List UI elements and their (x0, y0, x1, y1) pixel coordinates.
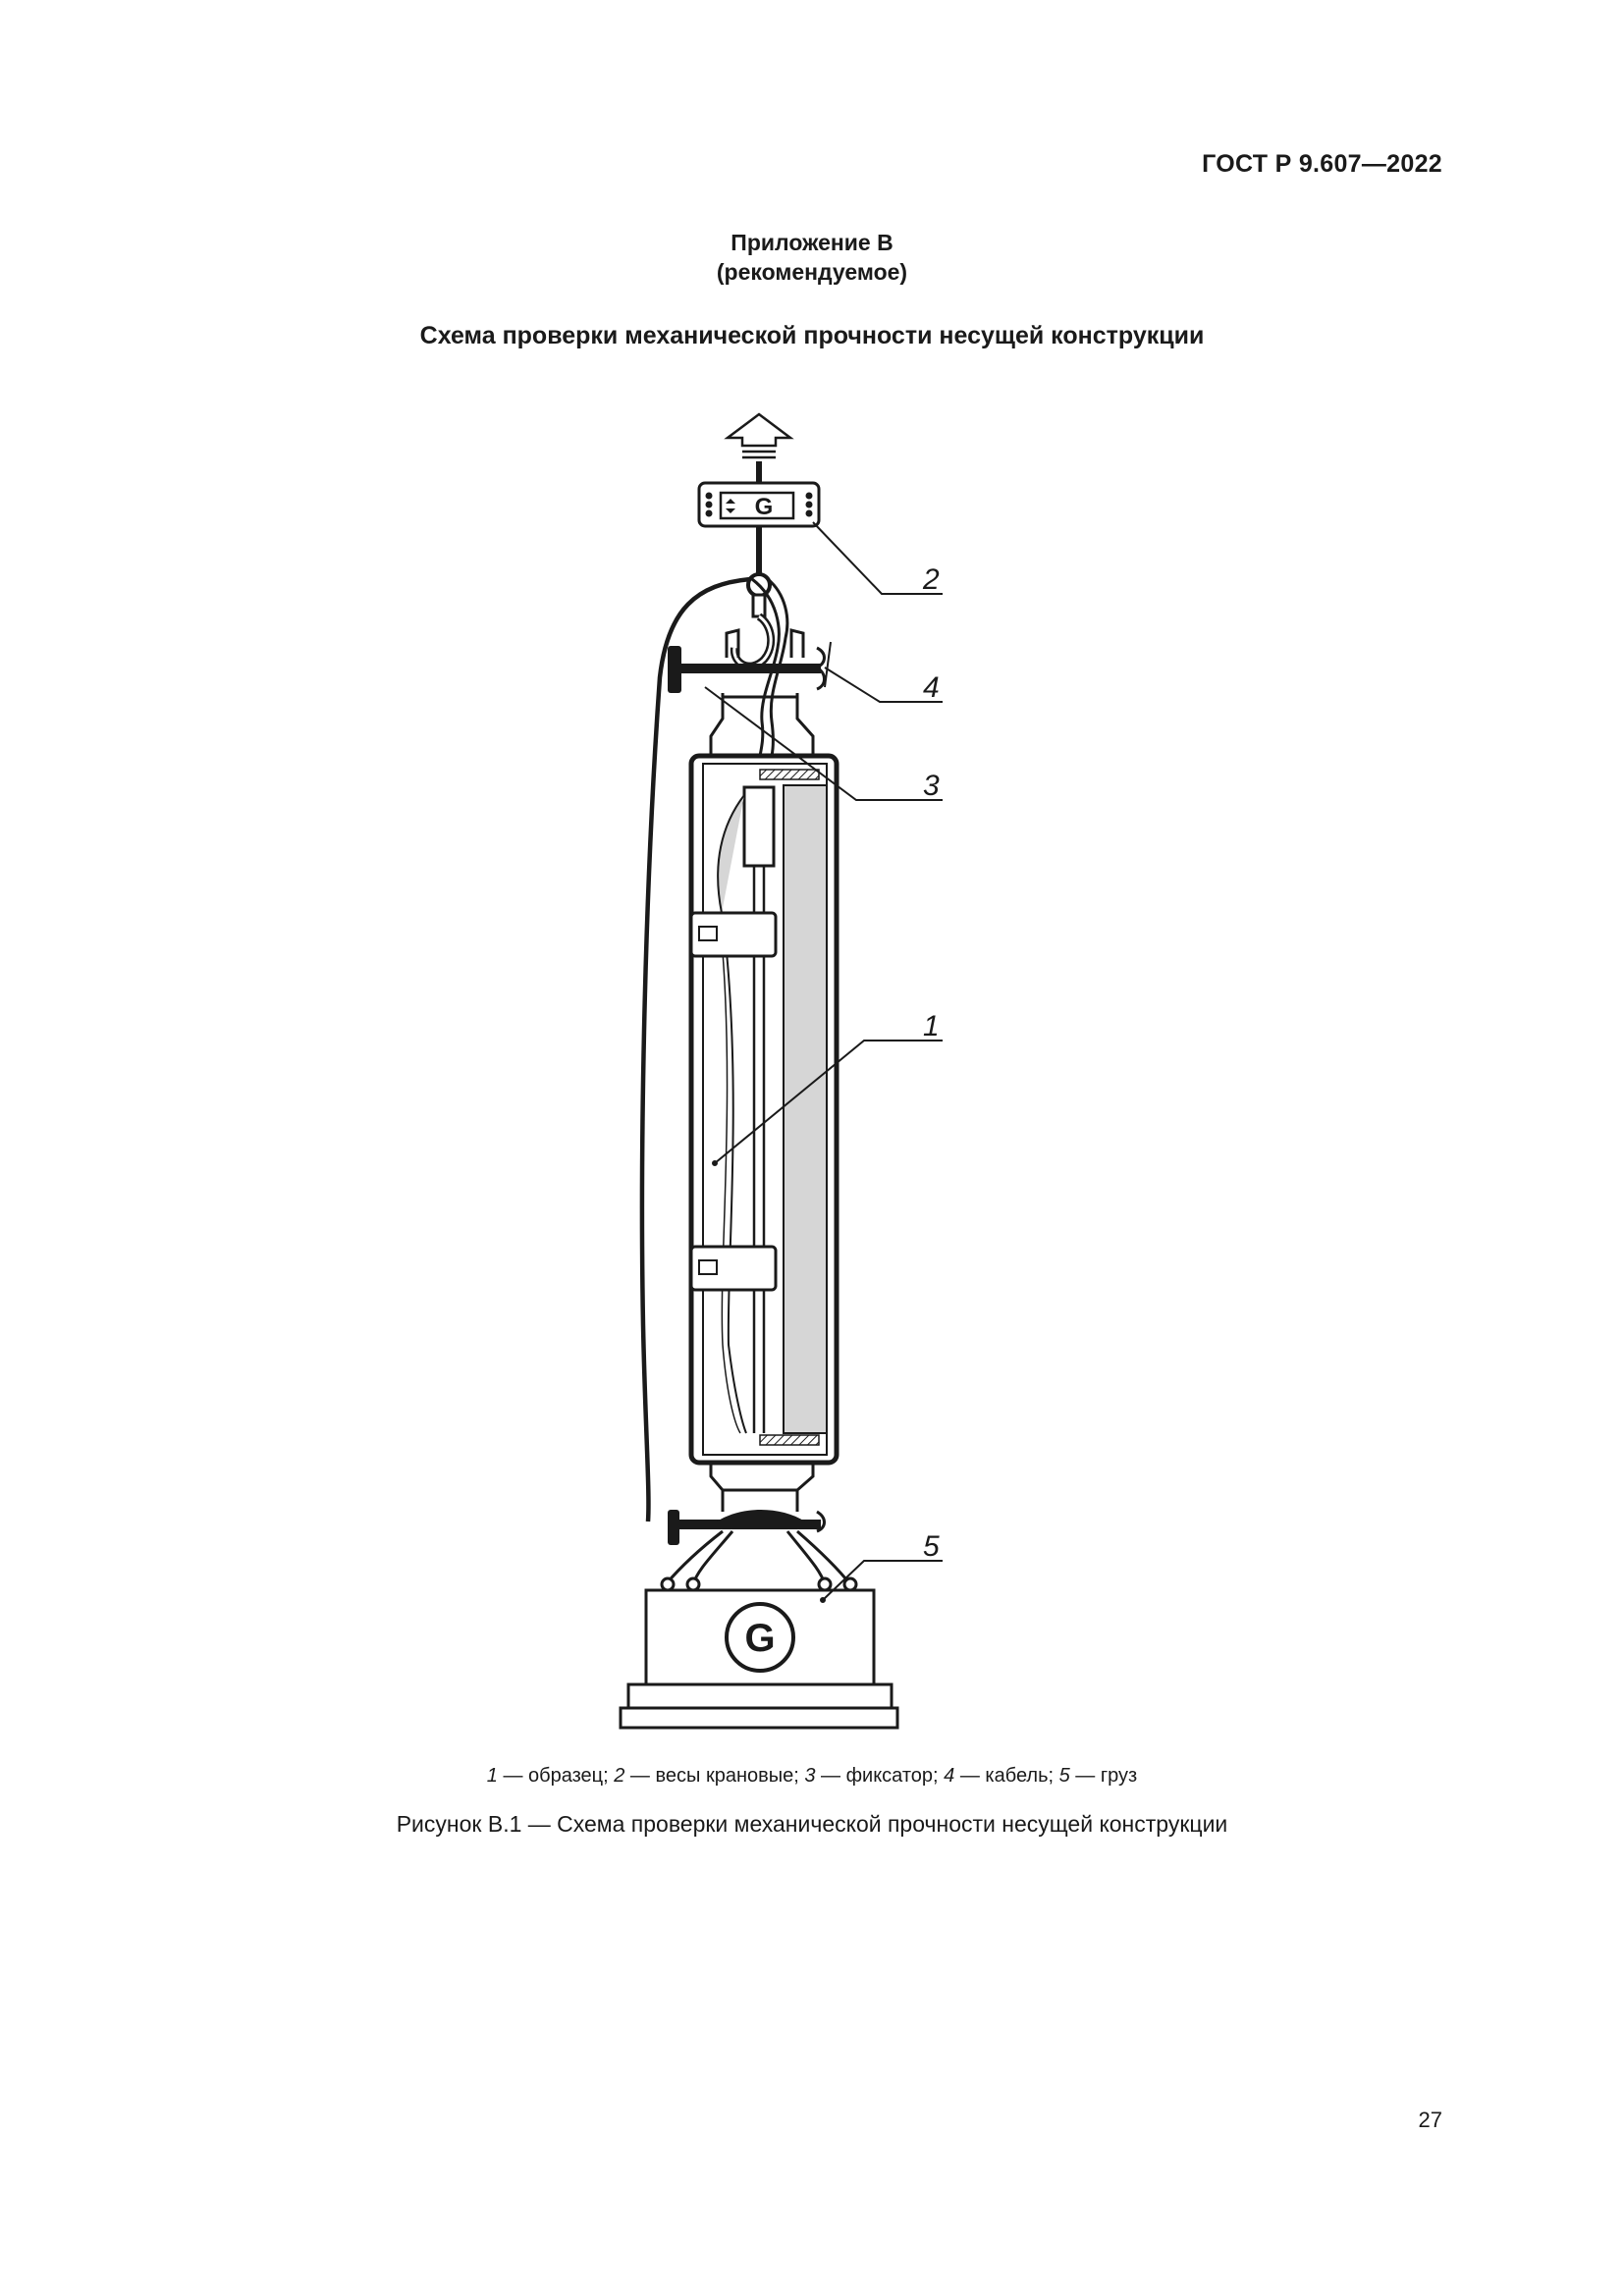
legend-num-4: 4 (944, 1765, 955, 1787)
scale-symbol: G (754, 494, 774, 520)
callout-1: 1 (923, 1010, 940, 1042)
top-clamp-pin (668, 642, 831, 693)
legend-num-5: 5 (1058, 1765, 1070, 1787)
test-weight-icon (621, 1590, 897, 1728)
lift-arrow-icon (728, 414, 790, 457)
page-number: 27 (1418, 2108, 1442, 2132)
appendix-status: (рекомендуемое) (716, 259, 908, 285)
section-title: Схема проверки механической прочности несущей конструкции (419, 322, 1205, 349)
appendix-title: Приложение В (731, 230, 893, 255)
legend-num-2: 2 (614, 1765, 625, 1787)
figure-legend (0, 1765, 1624, 1788)
callout-5: 5 (923, 1530, 940, 1563)
legend-num-3: 3 (804, 1765, 816, 1787)
legend-text-2: — весы крановые; (624, 1765, 805, 1787)
sample-housing (691, 756, 837, 1463)
bottom-clamp-pin (668, 1510, 825, 1545)
legend-text-5: — груз (1069, 1765, 1138, 1787)
callout-4: 4 (923, 671, 940, 704)
weight-symbol: G (744, 1617, 776, 1660)
callout-2: 2 (923, 563, 940, 596)
document-code: ГОСТ Р 9.607—2022 (1202, 150, 1442, 178)
scheme-drawing (550, 402, 962, 1737)
crane-scale-icon (699, 483, 819, 526)
legend-num-1: 1 (486, 1765, 498, 1787)
appendix-heading (0, 228, 1624, 287)
test-scheme-figure (550, 402, 962, 1737)
legend-text-3: — фиксатор; (815, 1765, 945, 1787)
legend-text-4: — кабель; (954, 1765, 1059, 1787)
callout-3: 3 (923, 770, 940, 802)
legend-text-1: — образец; (497, 1765, 615, 1787)
figure-caption: Рисунок В.1 — Схема проверки механической прочности несущей конструкции (396, 1811, 1228, 1837)
